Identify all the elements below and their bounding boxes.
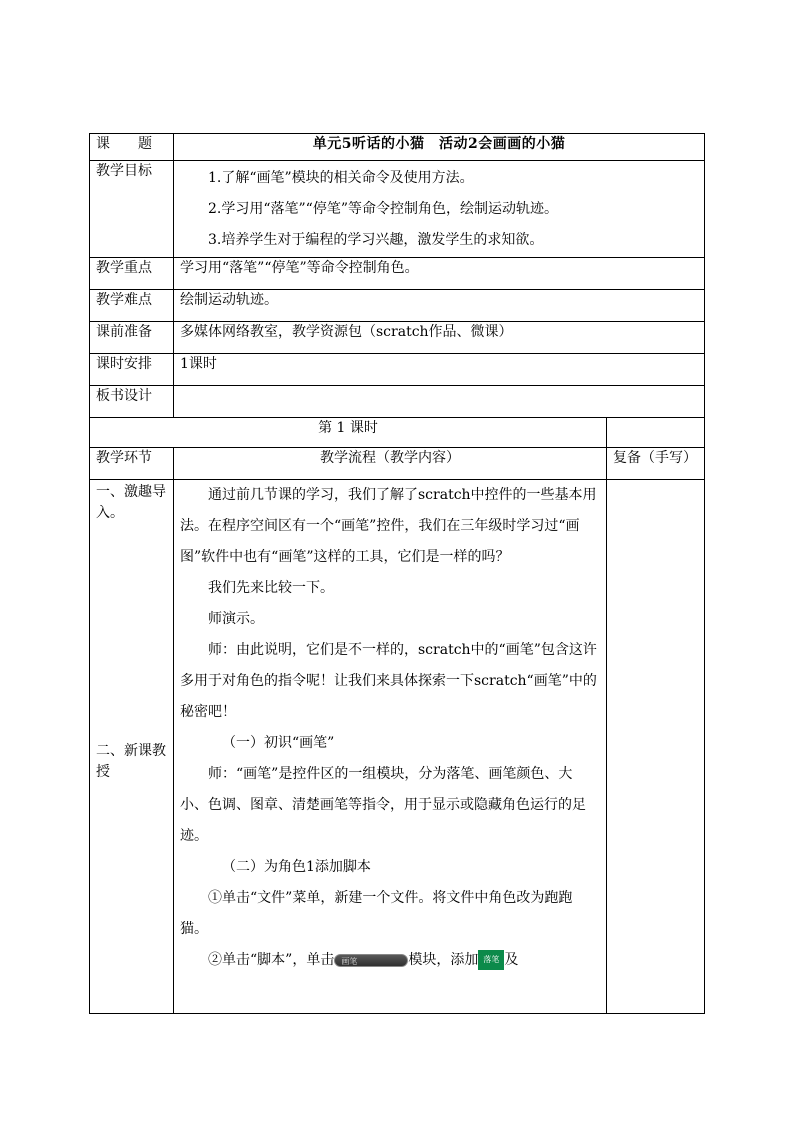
board-label: 板书设计 bbox=[90, 386, 174, 418]
paragraph: 我们先来比较一下。 bbox=[208, 580, 334, 596]
period-notes-blank bbox=[607, 418, 705, 448]
goal-item: 1.了解“画笔”模块的相关命令及使用方法。 bbox=[208, 170, 474, 186]
goals-label: 教学目标 bbox=[90, 161, 174, 258]
key-point-value: 学习用“落笔”“停笔”等命令控制角色。 bbox=[174, 258, 705, 290]
goal-item: 2.学习用“落笔”“停笔”等命令控制角色，绘制运动轨迹。 bbox=[208, 201, 558, 217]
section-heading: （二）为角色1添加脚本 bbox=[222, 859, 371, 875]
paragraph bbox=[180, 945, 600, 976]
goals-list bbox=[174, 161, 705, 258]
goal-item: 3.培养学生对于编程的学习兴趣，激发学生的求知欲。 bbox=[208, 232, 544, 248]
lesson-title: 单元5听话的小猫 活动2会画画的小猫 bbox=[174, 134, 705, 161]
column-stage: 教学环节 bbox=[90, 448, 174, 480]
stage-intro: 一、激趣导入。 bbox=[96, 484, 166, 521]
key-point-label: 教学重点 bbox=[90, 258, 174, 290]
step-text: 模块，添加 bbox=[408, 952, 479, 968]
paragraph: ①单击“文件”菜单，新建一个文件。将文件中角色改为跑跑猫。 bbox=[180, 890, 573, 937]
flow-column bbox=[174, 480, 607, 1014]
topic-label: 课 题 bbox=[90, 134, 174, 161]
difficulty-value: 绘制运动轨迹。 bbox=[174, 290, 705, 322]
board-value bbox=[174, 386, 705, 418]
stage-new-lesson: 二、新课教授 bbox=[96, 743, 166, 780]
paragraph: 师演示。 bbox=[208, 611, 264, 627]
schedule-label: 课时安排 bbox=[90, 354, 174, 386]
paragraph: 师：由此说明，它们是不一样的，scratch中的“画笔”包含这许多用于对角色的指令呢！让我们来具体探索一下scratch“画笔”中的秘密吧！ bbox=[180, 642, 597, 720]
difficulty-label: 教学难点 bbox=[90, 290, 174, 322]
pen-down-block-image: 落笔 bbox=[478, 950, 504, 970]
pen-category-button-image: 画笔 bbox=[334, 954, 408, 967]
step-text: ②单击“脚本”，单击 bbox=[208, 952, 335, 968]
column-flow: 教学流程（教学内容） bbox=[174, 448, 607, 480]
stage-spacer bbox=[96, 524, 167, 741]
step-text: 及 bbox=[504, 952, 519, 968]
notes-column bbox=[607, 480, 705, 1014]
preparation-label: 课前准备 bbox=[90, 322, 174, 354]
period-title: 第 1 课时 bbox=[90, 418, 607, 448]
column-notes: 复备（手写） bbox=[607, 448, 705, 480]
stage-column bbox=[90, 480, 174, 1014]
paragraph: 通过前几节课的学习，我们了解了scratch中控件的一些基本用法。在程序空间区有一个“画笔”控件，我们在三年级时学习过“画图”软件中也有“画笔”这样的工具，它们是一样的吗？ bbox=[180, 487, 597, 565]
preparation-value: 多媒体网络教室，教学资源包（scratch作品、微课） bbox=[174, 322, 705, 354]
paragraph: 师：“画笔”是控件区的一组模块，分为落笔、画笔颜色、大小、色调、图章、清楚画笔等指令，用于显示或隐藏角色运行的足迹。 bbox=[180, 766, 586, 844]
schedule-value: 1课时 bbox=[174, 354, 705, 386]
section-heading: （一）初识“画笔” bbox=[222, 735, 335, 751]
lesson-plan-table bbox=[89, 133, 705, 1014]
